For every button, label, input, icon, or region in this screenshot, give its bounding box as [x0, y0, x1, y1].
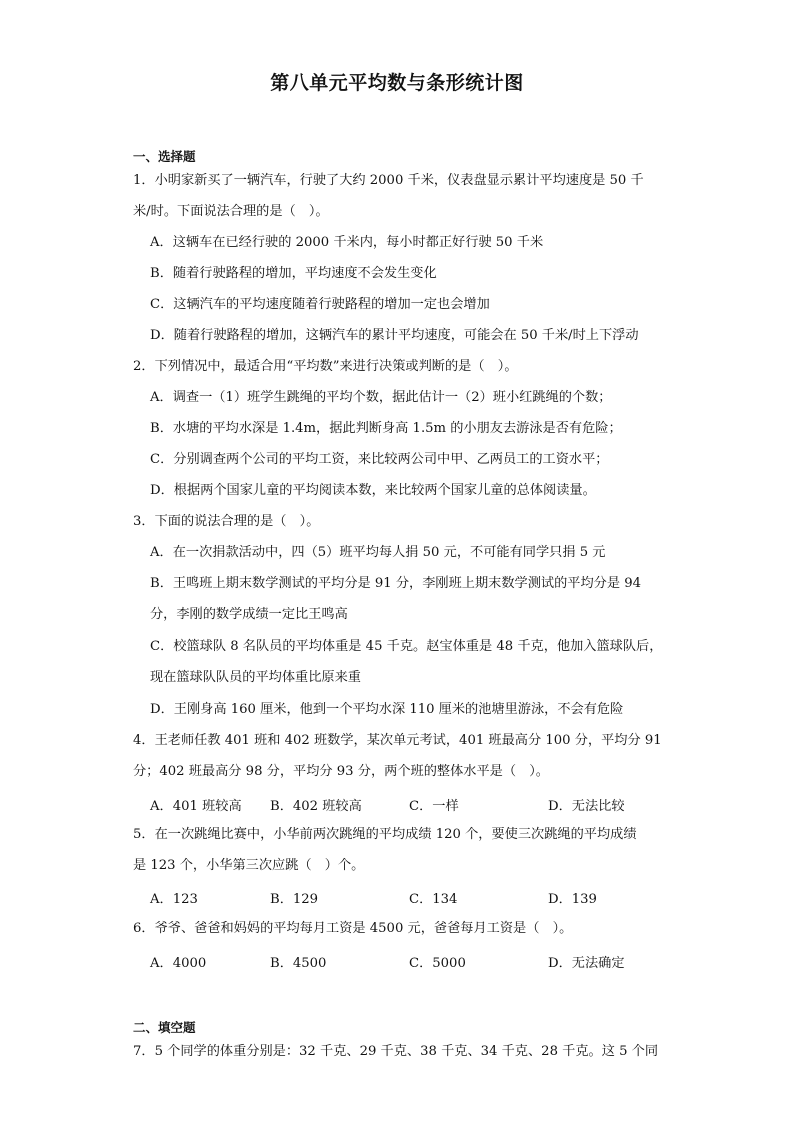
question-3-option-c-line-2: 现在篮球队队员的平均体重比原来重: [150, 670, 361, 685]
question-5-option-d: D．139: [548, 892, 597, 907]
question-4-line-2: 分；402 班最高分 98 分，平均分 93 分，两个班的整体水平是（ ）。: [133, 764, 549, 779]
question-1-option-d: D．随着行驶路程的增加，这辆汽车的累计平均速度，可能会在 50 千米/时上下浮动: [150, 328, 639, 343]
question-6-option-a: A．4000: [150, 956, 207, 971]
question-1-option-b: B．随着行驶路程的增加，平均速度不会发生变化: [150, 266, 437, 281]
question-3-option-d: D．王刚身高 160 厘米，他到一个平均水深 110 厘米的池塘里游泳，不会有危险: [150, 702, 624, 717]
question-4-line-1: 4．王老师任教 401 班和 402 班数学，某次单元考试，401 班最高分 100 分，平均分 91: [133, 733, 662, 748]
question-3-line-1: 3．下面的说法合理的是（ ）。: [133, 514, 320, 529]
question-6-option-b: B．4500: [270, 956, 327, 971]
question-4-option-a: A．401 班较高: [150, 799, 242, 814]
question-1-line-1: 1．小明家新买了一辆汽车，行驶了大约 2000 千米，仪表盘显示累计平均速度是 50 千: [133, 173, 644, 188]
question-3-option-b-line-2: 分，李刚的数学成绩一定比王鸣高: [150, 607, 348, 622]
question-2-line-1: 2．下列情况中，最适合用“平均数”来进行决策或判断的是（ ）。: [133, 359, 518, 374]
question-5-option-b: B．129: [270, 892, 319, 907]
question-5-option-c: C．134: [409, 892, 458, 907]
section-heading-choice: 一、选择题: [133, 149, 196, 164]
question-6-option-d: D．无法确定: [548, 956, 625, 971]
question-2-option-d: D．根据两个国家儿童的平均阅读本数，来比较两个国家儿童的总体阅读量。: [150, 483, 596, 498]
question-5-line-2: 是 123 个，小华第三次应跳（ ）个。: [133, 858, 365, 873]
question-7-line-1: 7．5 个同学的体重分别是：32 千克、29 千克、38 千克、34 千克、28 千克。这 5 个同: [133, 1044, 659, 1059]
question-1-line-2: 米/时。下面说法合理的是（ ）。: [133, 204, 329, 219]
page-title: 第八单元平均数与条形统计图: [270, 72, 524, 94]
question-3-option-b-line-1: B．王鸣班上期末数学测试的平均分是 91 分，李刚班上期末数学测试的平均分是 94: [150, 576, 642, 591]
question-2-option-b: B．水塘的平均水深是 1.4m，据此判断身高 1.5m 的小朋友去游泳是否有危险；: [150, 421, 622, 436]
question-3-option-c-line-1: C．校篮球队 8 名队员的平均体重是 45 千克。赵宝体重是 48 千克，他加入篮球队后，: [150, 639, 663, 654]
question-6-line-1: 6．爷爷、爸爸和妈妈的平均每月工资是 4500 元，爸爸每月工资是（ ）。: [133, 921, 573, 936]
question-1-option-a: A．这辆车在已经行驶的 2000 千米内，每小时都正好行驶 50 千米: [150, 235, 544, 250]
question-6-option-c: C．5000: [409, 956, 466, 971]
question-2-option-a: A．调查一（1）班学生跳绳的平均个数，据此估计一（2）班小红跳绳的个数；: [150, 390, 612, 405]
question-4-option-b: B．402 班较高: [270, 799, 362, 814]
question-5-option-a: A．123: [150, 892, 198, 907]
question-4-option-c: C．一样: [409, 799, 459, 814]
question-4-option-d: D．无法比较: [548, 799, 625, 814]
question-2-option-c: C．分别调查两个公司的平均工资，来比较两公司中甲、乙两员工的工资水平；: [150, 452, 609, 467]
question-5-line-1: 5．在一次跳绳比赛中，小华前两次跳绳的平均成绩 120 个，要使三次跳绳的平均成绩: [133, 827, 637, 842]
question-1-option-c: C．这辆汽车的平均速度随着行驶路程的增加一定也会增加: [150, 297, 490, 312]
section-heading-fill-in: 二、填空题: [133, 1020, 196, 1035]
question-3-option-a: A．在一次捐款活动中，四（5）班平均每人捐 50 元，不可能有同学只捐 5 元: [150, 545, 606, 560]
